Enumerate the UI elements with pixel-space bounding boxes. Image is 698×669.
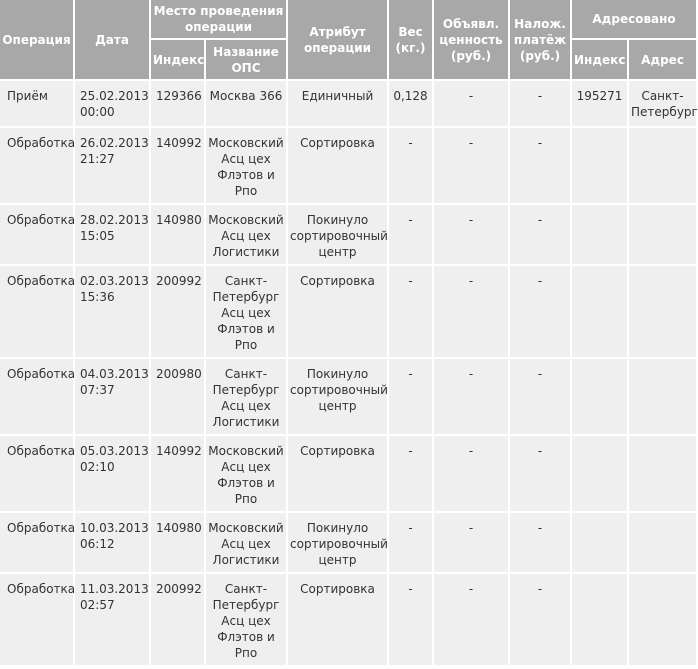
col-header-cod: Налож. платёж (руб.)	[510, 0, 570, 79]
cell-declared-value: -	[434, 205, 508, 264]
cell-addr-address	[629, 128, 696, 203]
cell-addr-index	[572, 128, 627, 203]
cell-date: 25.02.2013 00:00	[75, 81, 149, 126]
cell-cod: -	[510, 436, 570, 511]
cell-declared-value: -	[434, 266, 508, 357]
cell-addr-index	[572, 266, 627, 357]
cell-cod: -	[510, 128, 570, 203]
cell-date: 28.02.2013 15:05	[75, 205, 149, 264]
table-body	[0, 81, 696, 665]
col-header-addr-address: Адрес	[629, 40, 696, 79]
cell-operation: Обработка	[0, 574, 73, 665]
col-header-weight: Вес (кг.)	[389, 0, 432, 79]
cell-operation: Обработка	[0, 266, 73, 357]
table-row	[0, 128, 696, 203]
cell-addr-index	[572, 436, 627, 511]
cell-attribute: Покинуло сортировочный центр	[288, 359, 387, 434]
cell-date: 10.03.2013 06:12	[75, 513, 149, 572]
table-row	[0, 81, 696, 126]
cell-declared-value: -	[434, 513, 508, 572]
header-row-top	[0, 0, 696, 38]
cell-operation: Обработка	[0, 205, 73, 264]
col-header-operation: Операция	[0, 0, 73, 79]
cell-addr-index	[572, 513, 627, 572]
cell-operation: Обработка	[0, 359, 73, 434]
cell-ops-name: Московский Асц цех Логистики	[206, 513, 286, 572]
table-row	[0, 513, 696, 572]
col-header-declared-value: Объявл. ценность (руб.)	[434, 0, 508, 79]
cell-declared-value: -	[434, 574, 508, 665]
cell-addr-index	[572, 359, 627, 434]
cell-addr-address	[629, 574, 696, 665]
cell-attribute: Покинуло сортировочный центр	[288, 205, 387, 264]
cell-addr-address	[629, 436, 696, 511]
cell-weight: -	[389, 205, 432, 264]
cell-ops-index: 200992	[151, 574, 204, 665]
cell-weight: -	[389, 513, 432, 572]
table-row	[0, 359, 696, 434]
col-header-place: Место проведения операции	[151, 0, 286, 38]
cell-date: 04.03.2013 07:37	[75, 359, 149, 434]
col-header-date: Дата	[75, 0, 149, 79]
cell-cod: -	[510, 81, 570, 126]
cell-ops-index: 200992	[151, 266, 204, 357]
col-header-addressed: Адресовано	[572, 0, 696, 38]
cell-addr-index: 195271	[572, 81, 627, 126]
cell-cod: -	[510, 266, 570, 357]
cell-attribute: Сортировка	[288, 436, 387, 511]
cell-addr-address: Санкт-Петербург	[629, 81, 696, 126]
cell-ops-name: Санкт-Петербург Асц цех Логистики	[206, 359, 286, 434]
col-header-addr-index: Индекс	[572, 40, 627, 79]
cell-ops-name: Московский Асц цех Логистики	[206, 205, 286, 264]
cell-operation: Обработка	[0, 513, 73, 572]
cell-ops-index: 140980	[151, 513, 204, 572]
cell-date: 11.03.2013 02:57	[75, 574, 149, 665]
cell-weight: 0,128	[389, 81, 432, 126]
col-header-attribute: Атрибут операции	[288, 0, 387, 79]
cell-cod: -	[510, 205, 570, 264]
cell-declared-value: -	[434, 436, 508, 511]
cell-cod: -	[510, 574, 570, 665]
cell-ops-index: 129366	[151, 81, 204, 126]
cell-weight: -	[389, 266, 432, 357]
cell-declared-value: -	[434, 81, 508, 126]
cell-cod: -	[510, 513, 570, 572]
cell-ops-index: 200980	[151, 359, 204, 434]
table-row	[0, 266, 696, 357]
cell-weight: -	[389, 574, 432, 665]
cell-ops-name: Москва 366	[206, 81, 286, 126]
col-header-place-index: Индекс	[151, 40, 204, 79]
cell-operation: Приём	[0, 81, 73, 126]
cell-date: 05.03.2013 02:10	[75, 436, 149, 511]
cell-date: 02.03.2013 15:36	[75, 266, 149, 357]
cell-ops-name: Московский Асц цех Флэтов и Рпо	[206, 128, 286, 203]
cell-operation: Обработка	[0, 128, 73, 203]
cell-ops-name: Московский Асц цех Флэтов и Рпо	[206, 436, 286, 511]
table-row	[0, 205, 696, 264]
cell-ops-name: Санкт-Петербург Асц цех Флэтов и Рпо	[206, 266, 286, 357]
cell-attribute: Сортировка	[288, 266, 387, 357]
col-header-place-name: Название ОПС	[206, 40, 286, 79]
cell-addr-address	[629, 205, 696, 264]
cell-addr-address	[629, 359, 696, 434]
cell-ops-name: Санкт-Петербург Асц цех Флэтов и Рпо	[206, 574, 286, 665]
cell-operation: Обработка	[0, 436, 73, 511]
cell-cod: -	[510, 359, 570, 434]
cell-weight: -	[389, 128, 432, 203]
cell-ops-index: 140980	[151, 205, 204, 264]
cell-attribute: Единичный	[288, 81, 387, 126]
cell-declared-value: -	[434, 359, 508, 434]
cell-ops-index: 140992	[151, 128, 204, 203]
table-row	[0, 436, 696, 511]
cell-addr-index	[572, 574, 627, 665]
table-row	[0, 574, 696, 665]
cell-addr-index	[572, 205, 627, 264]
cell-ops-index: 140992	[151, 436, 204, 511]
cell-weight: -	[389, 436, 432, 511]
cell-weight: -	[389, 359, 432, 434]
cell-attribute: Сортировка	[288, 574, 387, 665]
cell-addr-address	[629, 513, 696, 572]
cell-declared-value: -	[434, 128, 508, 203]
cell-date: 26.02.2013 21:27	[75, 128, 149, 203]
cell-attribute: Сортировка	[288, 128, 387, 203]
cell-attribute: Покинуло сортировочный центр	[288, 513, 387, 572]
cell-addr-address	[629, 266, 696, 357]
